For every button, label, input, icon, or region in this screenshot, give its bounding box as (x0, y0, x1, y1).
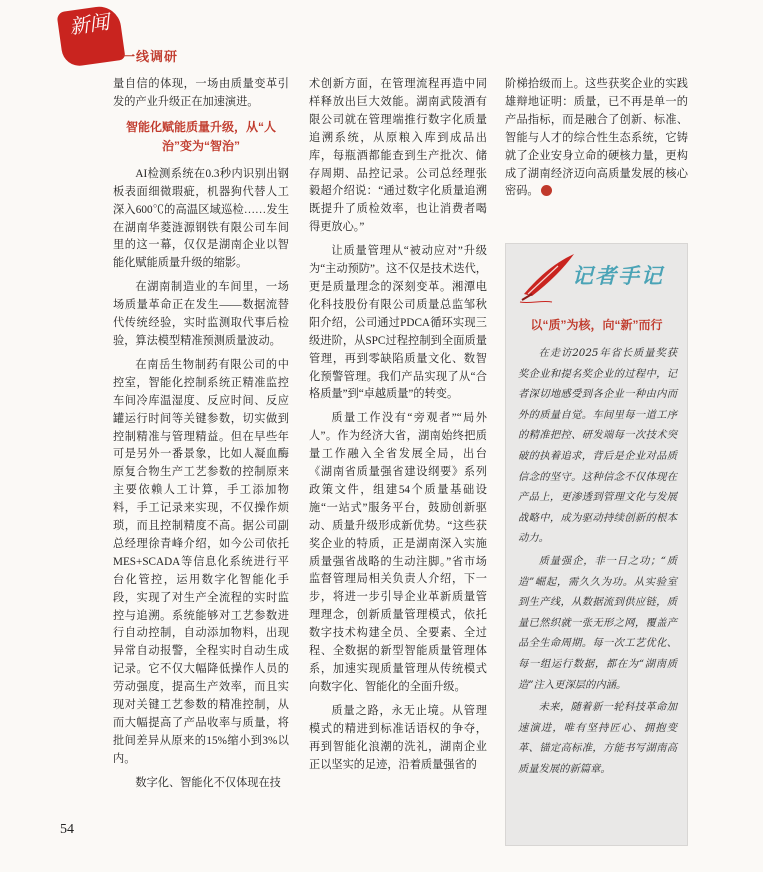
end-mark-icon (541, 185, 552, 196)
paragraph-text: 阶梯拾级而上。这些获奖企业的实践雄辩地证明：质量，已不再是单一的产品指标，而是融合了创新、标准、智能与人才的综合性生态系统，它铸就了企业安身立命的硬核力量，更构成了湖南经济迈向高质量发展的核心密码。 (505, 78, 688, 198)
article-column-2 (309, 76, 487, 780)
paragraph: 在南岳生物制药有限公司的中控室，智能化控制系统正精准监控车间冷库温湿度、反应时间、反应罐运行时间等关键参数，切实做到控制精准与管理精益。但在早些年可是另外一番景象，比如人凝血酶原复合物生产工艺参数的控制原来主要依赖人工计算，手工添加物料，手工记录来实现，不仅操作烦琐，而且控制精度不高。据公司副总经理徐青峰介绍，如今公司依托MES+SCADA等信息化系统进行平台化管控，运用数字化智能化手段，实现了对生产全流程的实时监控与追溯。系统能够对工艺参数进行自动控制，自动添加物料，出现异常自动报警，全程实时自动生成记录。它不仅大幅降低操作人员的劳动强度，提高生产效率，而且实现对关键工艺参数的精准控制，从而大幅提高了产品收率与质量，将批间差异从原来的15%缩小到3%以内。 (113, 358, 289, 765)
paragraph (505, 76, 688, 201)
section-label: 一线调研 (122, 49, 179, 64)
section-subheading: 智能化赋能质量升级，从“人治”变为“智治” (125, 119, 276, 153)
column-logo (56, 4, 125, 68)
paragraph: 质量之路，永无止境。从管理模式的精进到标准话语权的争夺，再到智能化浪潮的洗礼，湖南企业正以坚实的足迹，沿着质量强省的 (309, 704, 487, 771)
reporter-notes-body (506, 343, 687, 779)
reporter-notes-title: 记者手记 (572, 263, 664, 288)
paragraph: AI检测系统在0.3秒内识别出钢板表面细微瑕疵，机器狗代替人工深入600℃的高温区域巡检……发生在湖南华菱涟源钢铁有限公司车间里的这一幕，仅仅是湖南企业以智能化赋能质量升级的缩影。 (113, 167, 289, 270)
article-column-1 (113, 76, 289, 799)
reporter-notes-header (506, 244, 687, 310)
reporter-notes-subtitle: 以“质”为核，向“新”而行 (530, 318, 663, 332)
paragraph: 数字化、智能化不仅体现在技 (135, 776, 281, 789)
paragraph: 在湖南制造业的车间里，一场场质量革命正在发生——数据流替代传统经验，实时监测取代事后检验，算法模型精准预测质量波动。 (113, 281, 289, 347)
paragraph: 让质量管理从“被动应对”升级为“主动预防”。这不仅是技术迭代，更是质量理念的深刻变革。湘潭电化科技股份有限公司质量总监邹秋阳介绍，公司通过PDCA循环实现三级进阶，从SPC过程控制到全面质量管理，再到零缺陷质量文化、数智化预警管理。我们产品实现了从“合格质量”到“卓越质量”的转变。 (309, 245, 487, 401)
page-number: 54 (60, 822, 74, 837)
reporter-notes-box (505, 243, 688, 846)
paragraph: 质量强企，非一日之功；“质造”崛起，需久久为功。从实验室到生产线，从数据流到供应链，质量已然织就一张无形之网，覆盖产品全生命周期。每一次工艺优化、每一组运行数据，都在为“湖南质造”注入更深层的内涵。 (518, 554, 677, 691)
article-column-3 (505, 76, 688, 207)
paragraph: 在走访2025年省长质量奖获奖企业和提名奖企业的过程中，记者深切地感受到各企业一种由内而外的质量自觉。车间里每一道工序的精准把控、研发端每一次技术突破的执着追求，背后是企业对品质信念的坚守。这种信念不仅体现在产品上，更渗透到管理文化与发展战略中，成为驱动持续创新的根本动力。 (518, 347, 677, 545)
column-header (60, 6, 260, 66)
paragraph: 质量工作没有“旁观者”“局外人”。作为经济大省，湖南始终把质量工作融入全省发展全局，出台《湖南省质量强省建设纲要》系列政策文件，组建54个质量基础设施“一站式”服务平台，鼓励创新驱动、质量升级形成新优势。“这些获奖企业的特质，正是湖南深入实施质量强省战略的生动注脚。”省市场监督管理局相关负责人介绍，下一步，将进一步引导企业革新质量管理理念，创新质量管理模式，依托数字技术构建全员、全要素、全过程、全数据的新型智能质量管理体系，加速实现质量管理从传统模式向数字化、智能化的全面升级。 (309, 412, 487, 693)
paragraph: 术创新方面，在管理流程再造中同样释放出巨大效能。湖南武陵酒有限公司就在管理端推行数字化质量追溯系统，从原粮入库到成品出库，每瓶酒都能查到生产批次、储存周期、品控记录。公司总经理张毅超介绍说：“通过数字化质量追溯既提升了质检效率，也让消费者喝得更放心。” (309, 78, 487, 234)
column-logo-text: 新闻 (67, 9, 111, 39)
paragraph: 量自信的体现，一场由质量变革引发的产业升级正在加速演进。 (113, 78, 289, 108)
paragraph: 未来，随着新一轮科技革命加速演进，唯有坚持匠心、拥抱变革、锚定高标准，方能书写湖南高质量发展的新篇章。 (518, 701, 677, 775)
quill-pen-icon (518, 250, 578, 306)
